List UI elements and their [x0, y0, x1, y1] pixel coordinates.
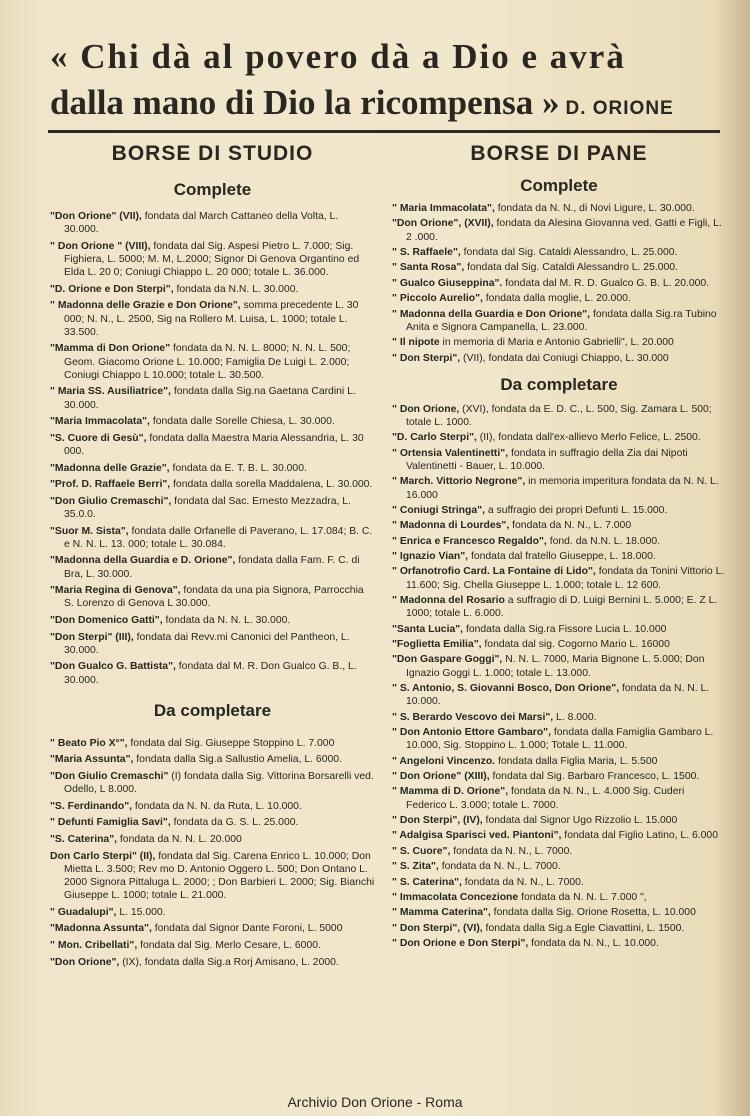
entry-text: fondata dal Sig. Giuseppe Stoppino L. 7.000	[127, 737, 335, 749]
entry-name: "Don Orione" (VII),	[50, 211, 142, 222]
entry-text: fondata dal fratello Giuseppe, L. 18.000.	[468, 551, 656, 563]
list-item	[392, 352, 726, 365]
entry-text: fondata dal M. R. Don Gualco G. B., L. 30.000.	[64, 661, 357, 686]
entry-text: fondata dai Revv.mi Canonici del Pantheon, L. 30.000.	[64, 631, 350, 656]
entry-text: fondata dalle Orfanelle di Paverano, L. 17.084; B. C. e N. N. L. 13. 000; totale L. 30.084.	[64, 525, 373, 550]
entry-text: fondata dal M. R. D. Gualco G. B. L. 20.000.	[502, 277, 710, 289]
entry-text: fondata dalla Sig. Orione Rosetta, L. 10.000	[490, 907, 696, 919]
entry-name: " Don Orione e Don Sterpi",	[392, 938, 529, 950]
entry-name: " Don Orione,	[392, 403, 460, 415]
list-item	[50, 462, 375, 475]
right-todo-title: Da completare	[500, 374, 618, 394]
entry-name: "Madonna delle Grazie",	[50, 462, 170, 474]
list-item	[392, 829, 726, 842]
entry-name: " Coniugi Stringa",	[392, 504, 485, 516]
entry-text: fondata dalla Figlia Maria, L. 5.500	[495, 755, 658, 767]
entry-text: fondata dalla moglie, L. 20.000.	[482, 293, 631, 305]
list-item	[50, 833, 375, 846]
list-item	[392, 726, 726, 752]
entry-name: "Prof. D. Raffaele Berri",	[50, 479, 171, 491]
list-item	[50, 906, 375, 919]
entry-text: somma precedente L. 30 000; N. N., L. 2500, Sig na Rollero M. Luisa, L. 1000; totale L. 33.500.	[64, 300, 359, 338]
entry-text: fondata da N. N. L. 8000; N. N. L. 500; Geom. Giacomo Orione L. 10.000; Famiglia De Luigi L. 2.000; Coniugi Chiappo L 10.000; totale L. 30.500.	[64, 343, 351, 381]
entry-name: "Maria Regina di Genova",	[50, 585, 181, 597]
entry-name: "Don Gualco G. Battista",	[50, 661, 176, 673]
entry-name: " Don Orione" (XIII),	[392, 771, 490, 782]
entry-name: " March. Vittorio Negrone",	[392, 476, 526, 488]
entry-text: fondata dalla Sig.ra Fissore Lucia L. 10.000	[463, 623, 667, 635]
entry-text: (VII), fondata dai Coniugi Chiappo, L. 30.000	[460, 352, 669, 364]
entry-text: fondata dal Sig. Carena Enrico L. 10.000; Don Mietta L. 3.500; Rev mo D. Antonio Oggero L. 500; Don Ontano L. 2000 Signora Pittaluga L. 2000; ; Don Barbieri L. 2000; Sig. Bianchi Giuseppe L. 1000; totale L. 21.000.	[64, 850, 375, 902]
entry-name: "Don Orione",	[50, 956, 120, 968]
entry-text: fondata dal Signor Dante Foroni, L. 5000	[151, 923, 343, 935]
list-item	[50, 385, 375, 411]
list-item	[392, 217, 726, 243]
entry-text: fondata dal Figlio Latino, L. 6.000	[561, 830, 718, 842]
entry-text: fondata da N. N., L. 7.000	[509, 520, 632, 532]
entry-name: " Adalgisa Sparisci ved. Piantoni",	[392, 830, 562, 842]
list-item	[392, 906, 726, 919]
entry-name: " Don Sterpi", (VI),	[392, 922, 483, 934]
borse-di-studio-title: BORSE DI STUDIO	[111, 142, 314, 165]
list-item	[392, 246, 726, 259]
entry-text: fondata dal sig. Cogorno Mario L. 16000	[481, 639, 670, 651]
entry-text: fondata da G. S. L. 25.000.	[170, 817, 299, 829]
list-item	[392, 860, 726, 873]
entry-text: fondata dalla Sig.a Egle Ciavattini, L. 1500.	[482, 922, 685, 934]
entry-name: "S. Caterina",	[50, 833, 118, 845]
list-item	[50, 283, 375, 296]
list-item	[392, 403, 726, 429]
entry-name: " Mon. Cribellati",	[50, 939, 138, 951]
list-item	[392, 937, 726, 950]
list-item	[50, 816, 375, 829]
entry-text: fondata dalla Fam. F. C. di Bra, L. 30.000.	[64, 555, 360, 580]
list-item	[392, 755, 726, 768]
entry-text: (IX), fondata dalla Sig.a Rorj Amisano, L. 2000.	[119, 956, 339, 968]
entry-name: " Mamma di D. Orione",	[392, 786, 509, 798]
entry-name: " Piccolo Aurelio",	[392, 293, 483, 305]
entry-name: " Immacolata Concezione	[392, 891, 519, 903]
list-item	[392, 519, 726, 532]
entry-text: fondata dalla Famiglia Gambaro L. 10.000, Sig. Stoppino L. 1.000; Totale L. 11.000.	[406, 727, 714, 752]
entry-name: " Angeloni Vincenzo.	[392, 755, 496, 767]
entry-text: fondata da N. N. L. 20.000	[117, 833, 242, 845]
list-item	[392, 623, 726, 636]
entry-text: (I) fondata dalla Sig. Vittorina Borsarelli ved. Odello, L 8.000.	[64, 770, 374, 796]
entry-name: " S. Cuore",	[392, 845, 451, 857]
entry-name: "Don Orione", (XVII),	[392, 218, 494, 230]
entry-name: "Don Sterpi" (III),	[50, 631, 134, 643]
entry-text: fondata dal Sig. Cataldi Alessandro L. 25.000.	[464, 262, 678, 274]
entry-name: " Il nipote	[392, 337, 440, 349]
entry-name: " Santa Rosa",	[392, 262, 465, 274]
entry-name: "Foglietta Emilia",	[392, 639, 482, 651]
entry-text: fondata da N. N., L. 7000.	[450, 845, 573, 857]
list-item	[392, 447, 726, 473]
entry-text: fondata dalle Sorelle Chiesa, L. 30.000.	[149, 416, 335, 428]
list-item	[50, 525, 375, 551]
list-item	[392, 336, 726, 349]
entry-name: " Maria Immacolata",	[392, 203, 495, 214]
list-item	[392, 308, 726, 334]
entry-name: " Gualco Giuseppina".	[392, 277, 503, 289]
entry-text: fondata dalla Sig.na Gaetana Cardini L. 30.000.	[64, 386, 356, 411]
entry-name: " Madonna della Guardia e Don Orione",	[392, 308, 591, 320]
entry-text: fondata da Tonini Vittorio L. 11.600; Sig. Chella Giuseppe L. 1.000; totale L. 12 600.	[406, 566, 725, 591]
entry-name: "Don Domenico Gatti",	[50, 614, 163, 626]
entry-name: " Don Antonio Ettore Gambaro",	[392, 727, 551, 739]
entry-text: fondata da N. N., di Novi Ligure, L. 30.000.	[494, 203, 695, 214]
entry-text: fondata dalla Sig.a Sallustio Amelia, L. 6000.	[133, 754, 342, 766]
left-todo-list	[50, 737, 375, 969]
list-item	[50, 631, 375, 657]
borse-di-pane-title: BORSE DI PANE	[470, 142, 648, 165]
entry-text: N. N. L. 7000, Maria Bignone L. 5.000; Don Ignazio Goggi L. 1.000; totale L. 13.000.	[406, 654, 705, 679]
entry-text: fondata dal March Cattaneo della Volta, L. 30.000.	[64, 211, 339, 236]
entry-text: (XVI), fondata da E. D. C., L. 500, Sig. Zamara L. 500; totale L. 1000.	[406, 403, 712, 428]
entry-text: fondata dal Sig. Aspesi Pietro L. 7.000; Sig. Fighiera, L. 5000; M. M, L.2000; Signor Di Genova Organtino ed Elda L. 20 0; Coniugi Chiappo L. 20 000; totale L. 36.000.	[64, 240, 360, 279]
entry-text: fondata dal Sig. Barbaro Francesco, L. 1500.	[489, 771, 700, 782]
left-complete-title: Complete	[173, 180, 252, 199]
list-item	[392, 202, 726, 215]
entry-text: fond. da N.N. L. 18.000.	[546, 535, 661, 547]
entry-text: L. 8.000.	[553, 711, 597, 723]
list-item	[392, 565, 726, 591]
list-item	[50, 956, 375, 969]
list-item	[392, 770, 726, 783]
quote-line-2-text: dalla mano di Dio la ricompensa »	[50, 83, 560, 122]
archive-footer: Archivio Don Orione - Roma	[287, 1094, 463, 1110]
entry-name: " Don Sterpi",	[392, 352, 461, 364]
list-item	[50, 922, 375, 935]
entry-text: fondata in suffragio della Zia dai Nipoti Valentinetti - Bauer, L. 10.000.	[406, 447, 688, 472]
entry-name: "Don Gaspare Goggi",	[392, 654, 503, 666]
list-item	[50, 614, 375, 627]
list-item	[50, 342, 375, 382]
list-item	[392, 814, 726, 827]
entry-name: " Don Orione " (VIII),	[50, 240, 151, 252]
entry-text: fondata da N. N., L. 4.000 Sig. Cuderi Federico L. 3.000; totale L. 7000.	[406, 786, 685, 811]
list-item	[392, 550, 726, 563]
entry-name: " Ignazio Vian",	[392, 551, 469, 563]
entry-text: fondata da N. N. L. 10.000.	[406, 683, 710, 708]
list-item	[392, 261, 726, 274]
entry-name: " Enrica e Francesco Regaldo",	[392, 535, 547, 547]
page-header	[50, 36, 730, 130]
list-item	[50, 800, 375, 813]
entry-name: " S. Raffaele",	[392, 246, 461, 258]
entry-text: (II), fondata dall'ex-allievo Merlo Felice, L. 2500.	[476, 432, 701, 444]
entry-name: " S. Zita",	[392, 861, 439, 873]
entry-text: fondata dal Signor Ugo Rizzolio L. 15.000	[482, 814, 678, 826]
list-item	[392, 475, 726, 501]
right-complete-list	[392, 202, 726, 365]
entry-text: fondata da E. T. B. L. 30.000.	[169, 462, 307, 474]
list-item	[50, 240, 375, 280]
list-item	[50, 432, 375, 458]
entry-text: fondata dal Sig. Merlo Cesare, L. 6000.	[137, 939, 321, 951]
entry-text: fondata da N. N. L. 30.000.	[162, 614, 291, 626]
entry-name: " Orfanotrofio Card. La Fontaine di Lido",	[392, 566, 596, 578]
entry-name: " Madonna delle Grazie e Don Orione",	[50, 300, 241, 312]
list-item	[50, 495, 375, 521]
entry-name: " S. Antonio, S. Giovanni Bosco, Don Orione",	[392, 683, 620, 695]
entry-name: " Mamma Caterina",	[392, 907, 491, 919]
entry-name: "Don Giulio Cremaschi",	[50, 495, 172, 507]
entry-name: " Maria SS. Ausiliatrice",	[50, 386, 171, 398]
list-item	[50, 737, 375, 750]
entry-text: fondata da N. N., L. 10.000.	[528, 938, 659, 950]
list-item	[50, 478, 375, 491]
entry-name: "Madonna della Guardia e D. Orione",	[50, 555, 236, 567]
entry-name: " S. Berardo Vescovo dei Marsi",	[392, 711, 554, 723]
entry-name: "D. Carlo Sterpi",	[392, 432, 477, 444]
right-complete-title: Complete	[520, 176, 598, 195]
list-item	[50, 753, 375, 766]
list-item	[392, 891, 726, 904]
entry-text: fondata da N. N. L. 7.000 ",	[518, 891, 647, 903]
entry-name: "Mamma di Don Orione"	[50, 343, 171, 355]
entry-text: fondata dalla Maestra Maria Alessandria, L. 30 000.	[64, 432, 364, 457]
entry-name: "S. Cuore di Gesù",	[50, 432, 147, 444]
entry-name: " Defunti Famiglia Savi",	[50, 817, 171, 829]
list-item	[50, 770, 375, 796]
list-item	[392, 876, 726, 889]
entry-text: in memoria imperitura fondata da N. N. L. 16.000	[406, 476, 719, 501]
list-item	[50, 660, 375, 686]
list-item	[392, 653, 726, 679]
entry-name: " Madonna di Lourdes",	[392, 520, 510, 532]
left-todo-title: Da completare	[153, 700, 272, 720]
list-item	[50, 554, 375, 580]
quote-author: D. ORIONE	[565, 98, 674, 119]
list-item	[50, 939, 375, 952]
entry-name: " Madonna del Rosario	[392, 595, 505, 607]
entry-text: fondata da N. N., L. 7000.	[438, 861, 561, 873]
entry-name: "Santa Lucia",	[392, 623, 464, 635]
entry-name: "Suor M. Sista",	[50, 525, 129, 537]
entry-text: a suffragio di D. Luigi Bernini L. 5.000; E. Z L. 1000; totale L. 6.000.	[406, 595, 718, 620]
entry-name: Don Carlo Sterpi" (II),	[50, 850, 156, 862]
list-item	[50, 584, 375, 610]
quote-line-1: « Chi dà al povero dà a Dio e avrà	[50, 37, 626, 76]
list-item	[392, 277, 726, 290]
entry-text: L. 15.000.	[116, 906, 166, 918]
left-complete-list	[50, 210, 375, 687]
entry-name: "Maria Immacolata",	[50, 416, 150, 428]
entry-name: " Guadalupi",	[50, 906, 117, 918]
entry-text: fondata dal Sac. Ernesto Mezzadra, L. 35.0.0.	[64, 495, 351, 520]
entry-text: a suffragio dei propri Defunti L. 15.000.	[484, 504, 668, 516]
entry-text: fondata dalla sorella Maddalena, L. 30.000.	[170, 479, 373, 491]
entry-name: " Ortensia Valentinetti",	[392, 447, 509, 459]
entry-text: fondata da una pia Signora, Parrocchia S. Lorenzo di Genova L 30.000.	[64, 585, 364, 610]
right-todo-list	[392, 403, 726, 951]
list-item	[392, 711, 726, 724]
list-item	[50, 415, 375, 428]
entry-name: "Madonna Assunta",	[50, 923, 152, 935]
list-item	[392, 292, 726, 305]
header-rule	[48, 130, 720, 133]
entry-text: fondata da N. N., L. 7000.	[461, 876, 584, 888]
entry-name: "S. Ferdinando",	[50, 800, 133, 812]
list-item	[392, 535, 726, 548]
list-item	[50, 210, 375, 236]
entry-text: fondata da N.N. L. 30.000.	[173, 283, 299, 295]
entry-text: in memoria di Maria e Antonio Gabrielli", L. 20.000	[439, 337, 674, 349]
list-item	[392, 682, 726, 708]
list-item	[392, 922, 726, 935]
entry-name: " Beato Pio X°",	[50, 737, 128, 749]
entry-name: "Don Giulio Cremaschi"	[50, 770, 169, 782]
entry-name: " S. Caterina",	[392, 876, 462, 888]
entry-name: "Maria Assunta",	[50, 754, 134, 766]
list-item	[392, 594, 726, 620]
entry-text: fondata dalla Sig.ra Tubino Anita e Signora Campanella, L. 23.000.	[406, 308, 717, 333]
entry-text: fondata dal Sig. Cataldi Alessandro, L. 25.000.	[460, 246, 678, 258]
list-item	[392, 504, 726, 517]
list-item	[392, 638, 726, 651]
entry-text: fondata da N. N. da Ruta, L. 10.000.	[132, 800, 302, 812]
quote-line-2	[50, 82, 730, 130]
list-item	[392, 431, 726, 444]
entry-text: fondata da Alesina Giovanna ved. Gatti e Figli, L. 2 .000.	[406, 218, 722, 243]
entry-name: " Don Sterpi", (IV),	[392, 814, 483, 826]
list-item	[392, 785, 726, 811]
entry-name: "D. Orione e Don Sterpi",	[50, 283, 174, 295]
list-item	[50, 299, 375, 339]
right-column	[392, 140, 726, 953]
list-item	[50, 850, 375, 903]
left-column	[50, 140, 375, 972]
list-item	[392, 845, 726, 858]
